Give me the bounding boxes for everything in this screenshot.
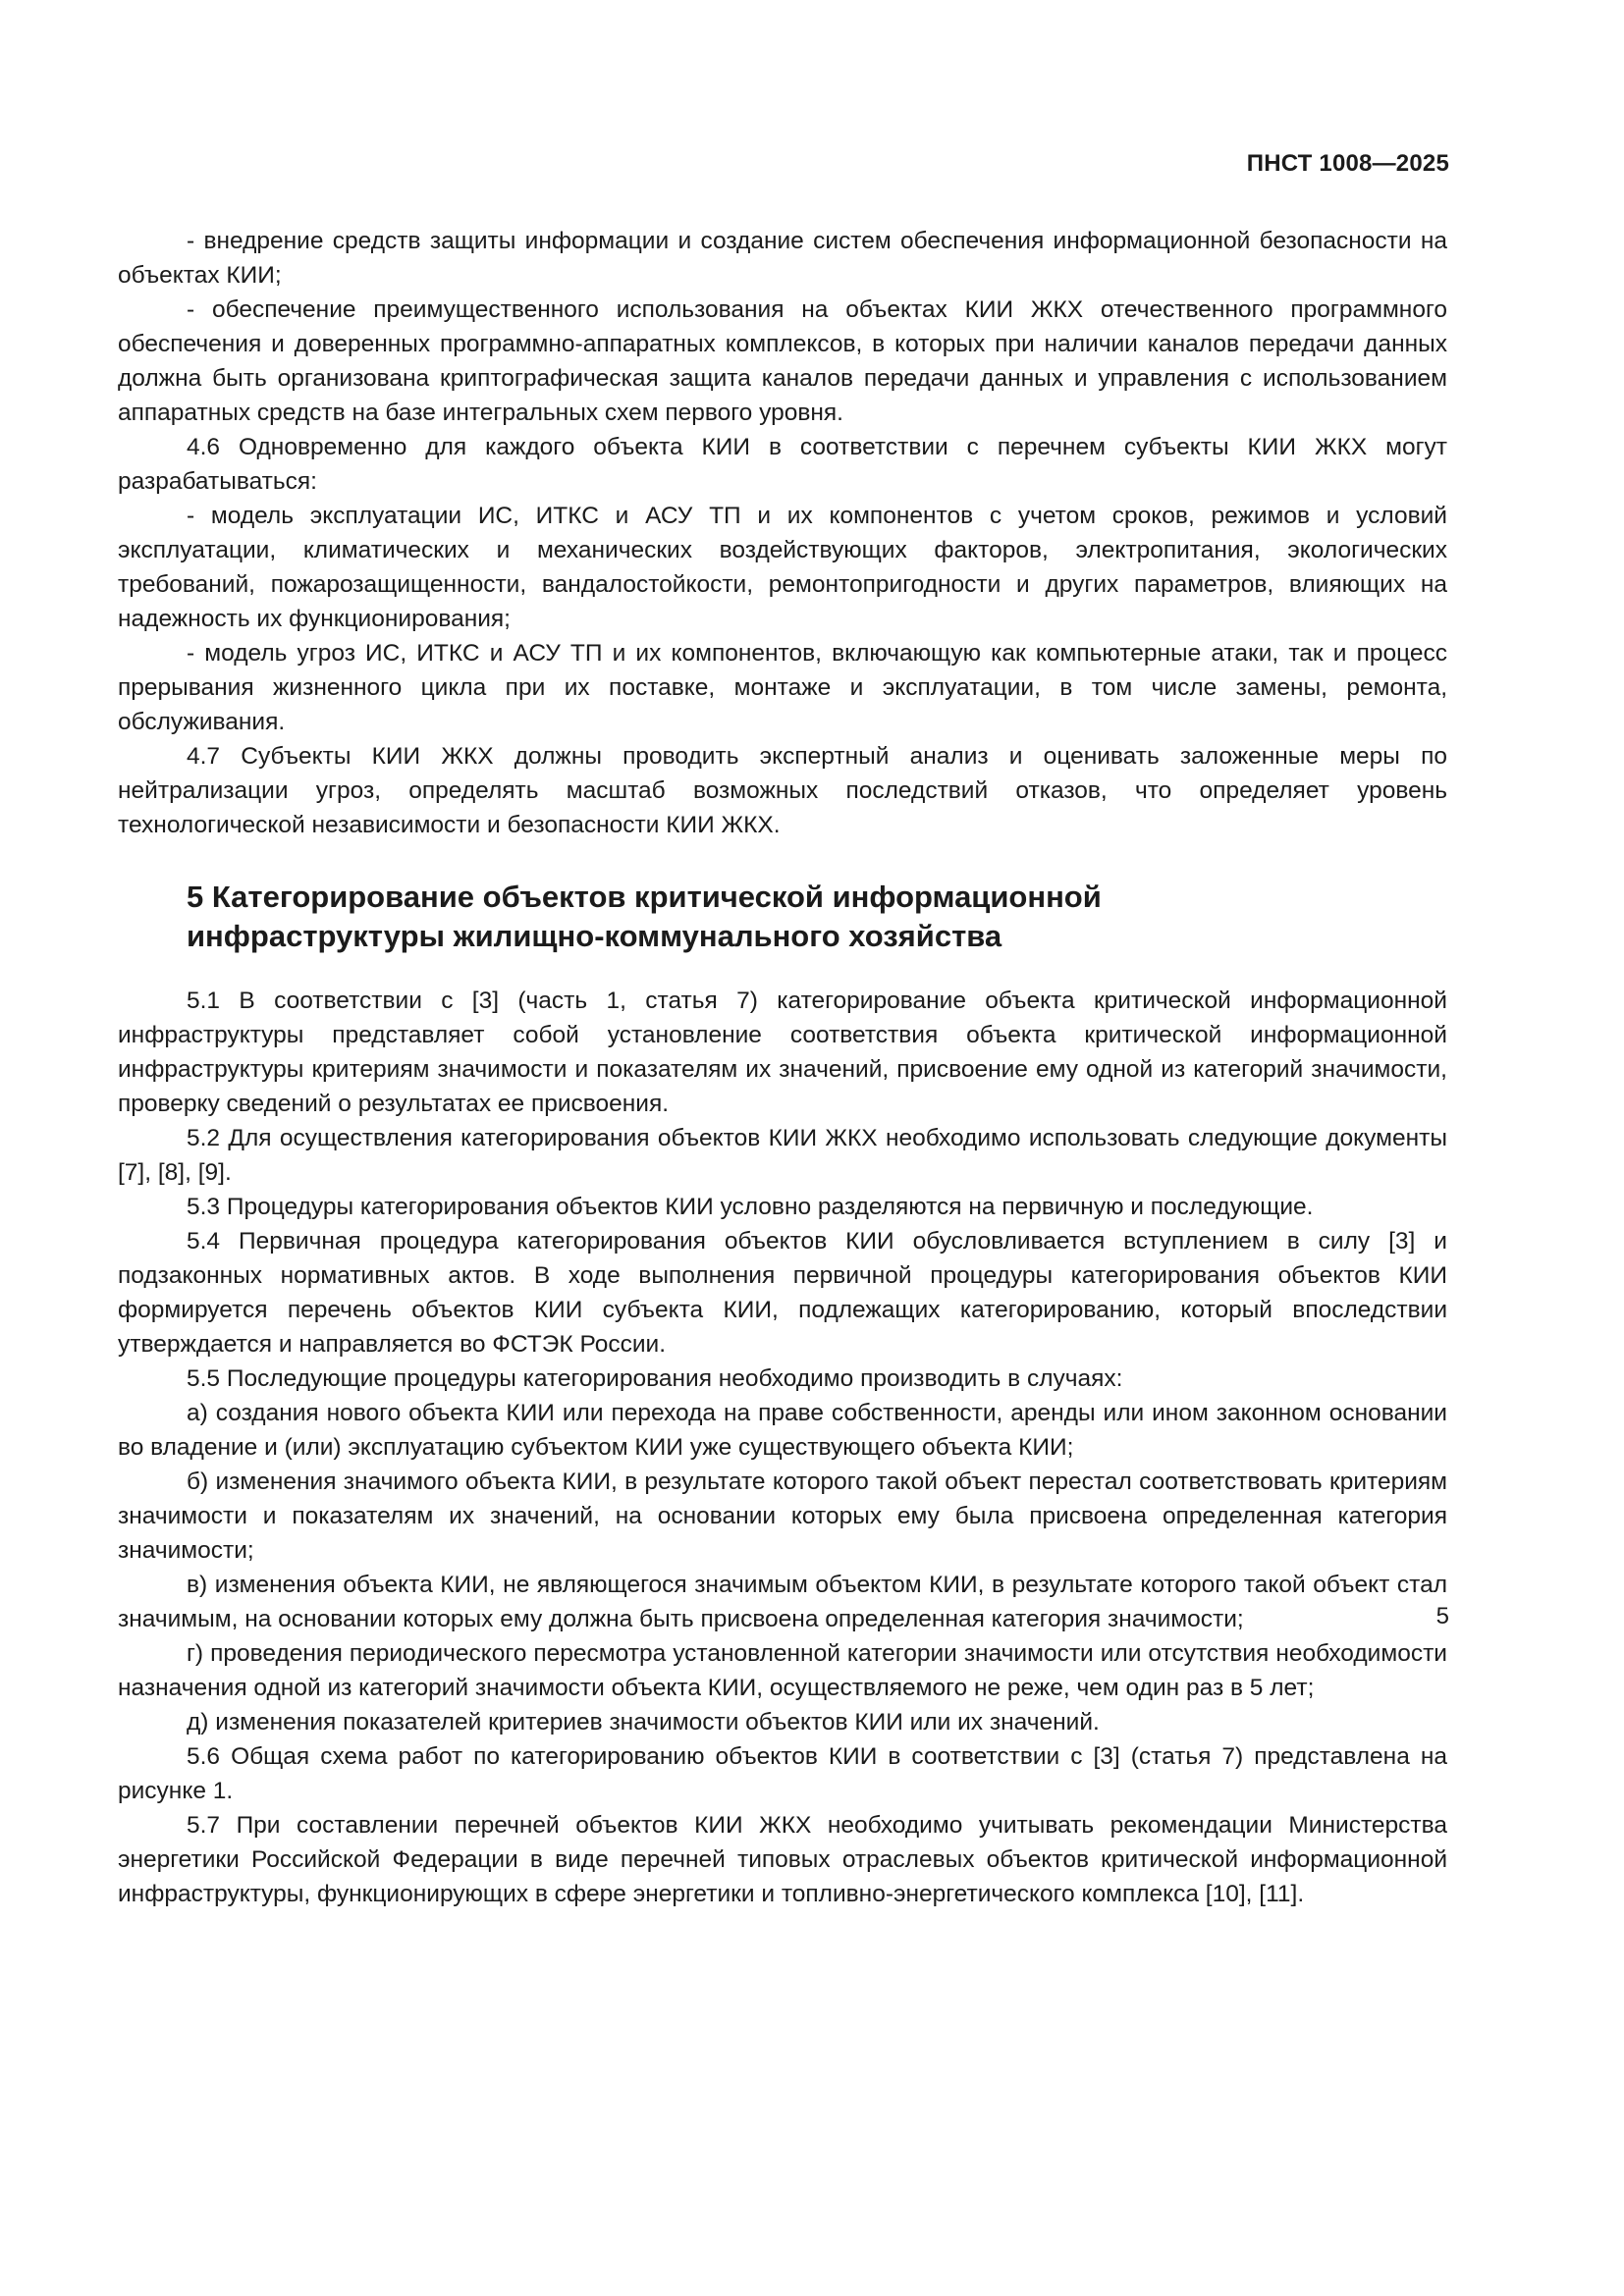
list-item: г) проведения периодического пересмотра установленной категории значимости или отсутствия необходимости назначения одной из категорий значимости объекта КИИ, осуществляемого не реже, чем один раз в 5 лет; (118, 1640, 1447, 1701)
paragraph: 4.6 Одновременно для каждого объекта КИИ в соответствии с перечнем субъекты КИИ ЖКХ могут разрабатываться: (118, 434, 1447, 495)
paragraph: 5.4 Первичная процедура категорирования объектов КИИ обусловливается вступлением в силу [3] и подзаконных нормативных актов. В ходе выполнения первичной процедуры категорирования объектов КИИ формируется перечень объектов КИИ субъекта КИИ, подлежащих категорированию, который впоследствии утверждается и направляется во ФСТЭК России. (118, 1228, 1447, 1358)
paragraph: 5.5 Последующие процедуры категорирования необходимо производить в случаях: (187, 1365, 1123, 1392)
section-heading-line-2: инфраструктуры жилищно-коммунального хозяйства (187, 919, 1002, 953)
list-item: б) изменения значимого объекта КИИ, в результате которого такой объект перестал соответствовать критериям значимости и показателям их значений, на основании которых ему была присвоена определенная категория значимости; (118, 1468, 1447, 1564)
list-item: а) создания нового объекта КИИ или перехода на праве собственности, аренды или ином законном основании во владение и (или) эксплуатацию субъектом КИИ уже существующего объекта КИИ; (118, 1400, 1447, 1461)
paragraph: 5.2 Для осуществления категорирования объектов КИИ ЖКХ необходимо использовать следующие документы [7], [8], [9]. (118, 1125, 1447, 1186)
paragraph: 5.7 При составлении перечней объектов КИИ ЖКХ необходимо учитывать рекомендации Министерства энергетики Российской Федерации в виде перечней типовых отраслевых объектов критической информационной инфраструктуры, функционирующих в сфере энергетики и топливно-энергетического комплекса [10], [11]. (118, 1812, 1447, 1907)
paragraph-group-before (118, 224, 1447, 842)
paragraph: - обеспечение преимущественного использования на объектах КИИ ЖКХ отечественного программного обеспечения и доверенных программно-аппаратных комплексов, в которых при наличии каналов передачи данных должна быть организована криптографическая защита каналов передачи данных и управления с использованием аппаратных средств на базе интегральных схем первого уровня. (118, 296, 1447, 426)
paragraph: - внедрение средств защиты информации и создание систем обеспечения информационной безопасности на объектах КИИ; (118, 228, 1447, 289)
paragraph: 5.1 В соответствии с [3] (часть 1, статья 7) категорирование объекта критической информационной инфраструктуры представляет собой установление соответствия объекта критической информационной инфраструктуры критериям значимости и показателям их значений, присвоение ему одной из категорий значимости, проверку сведений о результатах ее присвоения. (118, 988, 1447, 1117)
paragraph: - модель угроз ИС, ИТКС и АСУ ТП и их компонентов, включающую как компьютерные атаки, так и процесс прерывания жизненного цикла при их поставке, монтаже и эксплуатации, в том числе замены, ремонта, обслуживания. (118, 640, 1447, 735)
page-number: 5 (1435, 1603, 1449, 1629)
page-content (118, 224, 1447, 1911)
section-heading (118, 878, 1447, 956)
paragraph: 5.6 Общая схема работ по категорированию объектов КИИ в соответствии с [3] (статья 7) представлена на рисунке 1. (118, 1743, 1447, 1804)
document-code: ПНСТ 1008—2025 (1246, 150, 1449, 177)
section-heading-line-1: 5 Категорирование объектов критической информационной (187, 880, 1102, 914)
list-item: д) изменения показателей критериев значимости объектов КИИ или их значений. (187, 1709, 1100, 1735)
paragraph: 5.3 Процедуры категорирования объектов КИИ условно разделяются на первичную и последующие. (187, 1194, 1314, 1220)
paragraph: 4.7 Субъекты КИИ ЖКХ должны проводить экспертный анализ и оценивать заложенные меры по нейтрализации угроз, определять масштаб возможных последствий отказов, что определяет уровень технологической независимости и безопасности КИИ ЖКХ. (118, 743, 1447, 838)
paragraph-group-after (118, 984, 1447, 1911)
list-item: в) изменения объекта КИИ, не являющегося значимым объектом КИИ, в результате которого такой объект стал значимым, на основании которых ему должна быть присвоена определенная категория значимости; (118, 1572, 1447, 1632)
paragraph: - модель эксплуатации ИС, ИТКС и АСУ ТП и их компонентов с учетом сроков, режимов и условий эксплуатации, климатических и механических воздействующих факторов, электропитания, экологических требований, пожарозащищенности, вандалостойкости, ремонтопригодности и других параметров, влияющих на надежность их функционирования; (118, 503, 1447, 632)
